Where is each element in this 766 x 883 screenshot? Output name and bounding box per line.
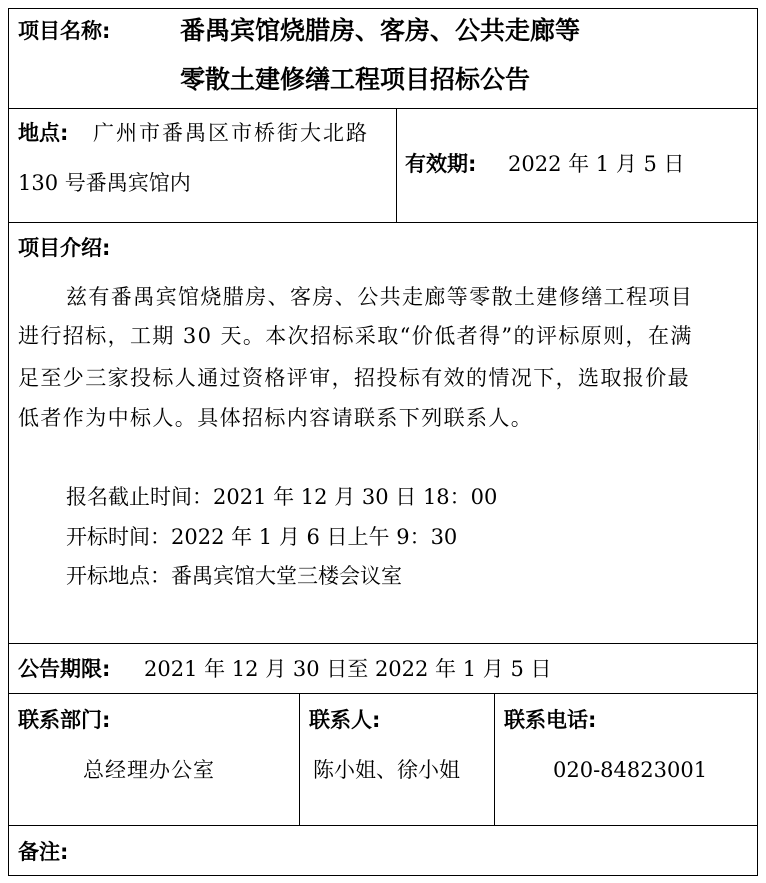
row-divider-1 <box>8 108 758 109</box>
contact-dept-value: 总经理办公室 <box>83 758 215 782</box>
location-label: 地点: <box>18 121 69 145</box>
col-divider-contact-2 <box>494 693 495 826</box>
page-edge-marker <box>759 420 766 450</box>
contact-phone-label: 联系电话: <box>504 708 597 732</box>
project-title-line1: 番禺宾馆烧腊房、客房、公共走廊等 <box>180 16 581 45</box>
frame-top <box>8 8 758 9</box>
contact-person-value: 陈小姐、徐小姐 <box>313 758 460 782</box>
validity-label: 有效期: <box>405 152 477 176</box>
intro-paragraph-line: 进行招标，工期 30 天。本次招标采取“价低者得”的评标原则，在满 <box>18 324 693 348</box>
row-divider-4 <box>8 693 758 694</box>
contact-person-label: 联系人: <box>309 708 381 732</box>
frame-left <box>8 8 9 876</box>
project-title-line2: 零散土建修缮工程项目招标公告 <box>180 65 531 94</box>
location-line2: 130 号番禺宾馆内 <box>18 171 191 195</box>
row-divider-3 <box>8 643 758 644</box>
contact-dept-label: 联系部门: <box>18 708 111 732</box>
intro-paragraph-line: 低者作为中标人。具体招标内容请联系下列联系人。 <box>18 406 534 430</box>
frame-right <box>757 8 758 876</box>
row-divider-5 <box>8 825 758 826</box>
project-name-label: 项目名称: <box>18 19 111 43</box>
remarks-label: 备注: <box>18 840 69 864</box>
intro-paragraph-line: 兹有番禺宾馆烧腊房、客房、公共走廊等零散土建修缮工程项目 <box>66 285 694 309</box>
validity-value: 2022 年 1 月 5 日 <box>508 152 685 176</box>
notice-period-label: 公告期限: <box>18 657 111 681</box>
contact-phone-value: 020-84823001 <box>553 758 708 782</box>
location-line1: 广州市番禺区市桥街大北路 <box>93 121 369 145</box>
intro-label: 项目介绍: <box>18 236 111 260</box>
bid-opening-place: 开标地点：番禺宾馆大堂三楼会议室 <box>66 564 402 588</box>
registration-deadline: 报名截止时间：2021 年 12 月 30 日 18：00 <box>66 485 498 509</box>
col-divider-location <box>396 108 397 223</box>
row-divider-2 <box>8 222 758 223</box>
col-divider-contact-1 <box>299 693 300 826</box>
intro-paragraph-line: 足至少三家投标人通过资格评审，招投标有效的情况下，选取报价最 <box>18 366 690 390</box>
frame-bottom <box>8 875 758 876</box>
notice-period-value: 2021 年 12 月 30 日至 2022 年 1 月 5 日 <box>144 657 552 681</box>
bid-opening-time: 开标时间：2022 年 1 月 6 日上午 9：30 <box>66 525 458 549</box>
